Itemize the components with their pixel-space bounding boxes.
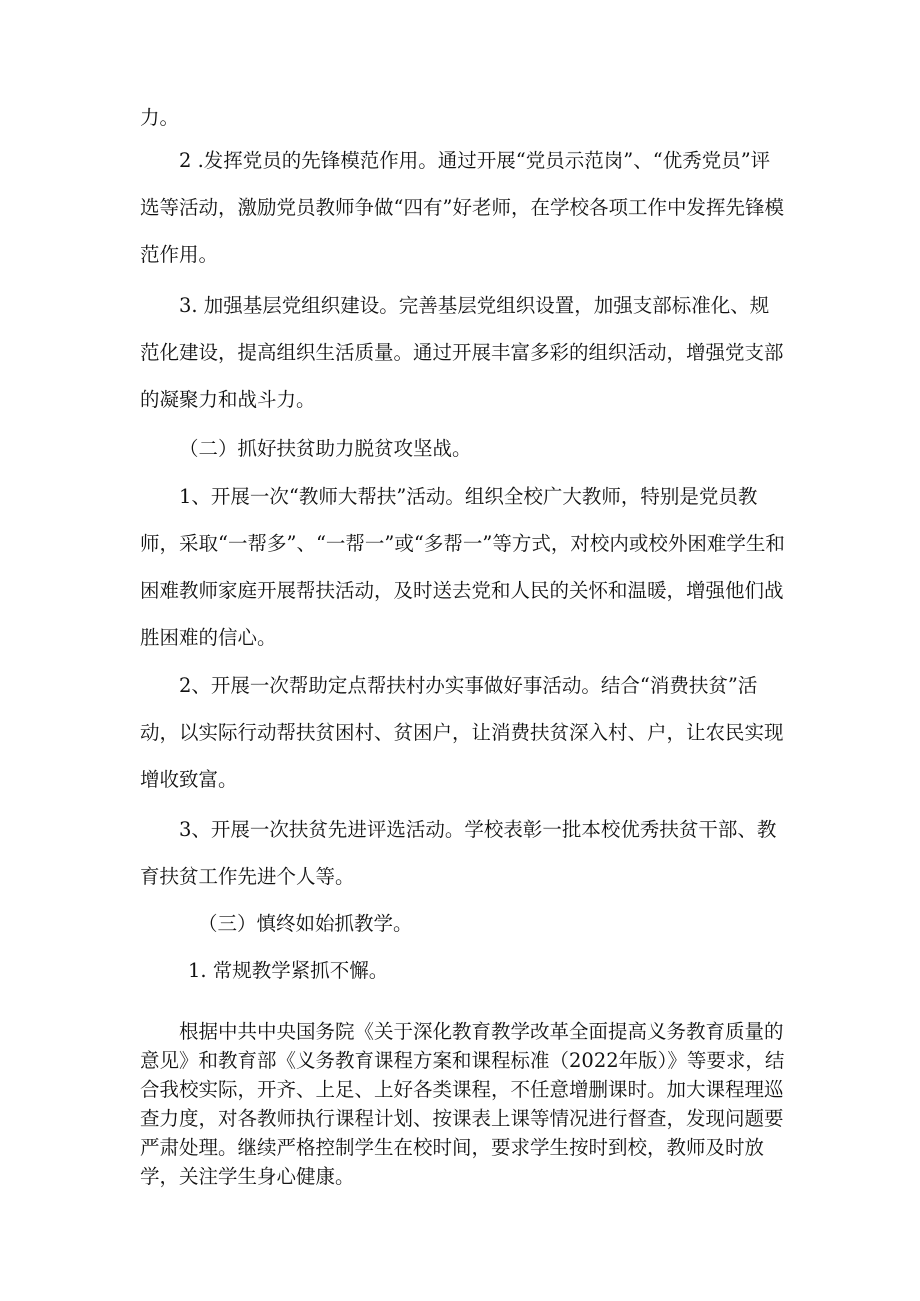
paragraph-poverty-1: 1、开展一次“教师大帮扶”活动。组织全校广大教师，特别是党员教师，采取“一帮多”、“一帮一”或“多帮一”等方式，对校内或校外困难学生和困难教师家庭开展帮扶活动，及时送去党和人民的关怀和温暖，增强他们战胜困难的信心。	[140, 485, 785, 649]
section-heading-3: （三）慎终如始抓教学。	[198, 912, 413, 935]
paragraph-item-2: 2 .发挥党员的先锋模范作用。通过开展“党员示范岗”、“优秀党员”评选等活动，激励党员教师争做“四有”好老师，在学校各项工作中发挥先锋模范作用。	[140, 149, 784, 266]
paragraph-teaching-body: 根据中共中央国务院《关于深化教育教学改革全面提高义务教育质量的意见》和教育部《义务教育课程方案和课程标准（2022年版）》等要求，结合我校实际，开齐、上足、上好各类课程，不任意增删课时。加大课程理巡查力度，对各教师执行课程计划、按课表上课等情况进行督查，发现问题要严肃处理。继续严格控制学生在校时间，要求学生按时到校，教师及时放学，关注学生身心健康。	[140, 1020, 785, 1188]
paragraph-poverty-2: 2、开展一次帮助定点帮扶村办实事做好事活动。结合“消费扶贫”活动，以实际行动帮扶贫困村、贫困户，让消费扶贫深入村、户，让农民实现增收致富。	[140, 674, 784, 791]
paragraph-continuation: 力。	[140, 106, 180, 129]
paragraph-item-3: 3. 加强基层党组织建设。完善基层党组织设置，加强支部标准化、规范化建设，提高组织生活质量。通过开展丰富多彩的组织活动，增强党支部的凝聚力和战斗力。	[140, 294, 784, 411]
section-heading-2: （二）抓好扶贫助力脱贫攻坚战。	[179, 437, 472, 460]
paragraph-teaching-1: 1. 常规教学紧抓不懈。	[188, 959, 389, 982]
paragraph-poverty-3: 3、开展一次扶贫先进评选活动。学校表彰一批本校优秀扶贫干部、教育扶贫工作先进个人等。	[140, 818, 777, 888]
